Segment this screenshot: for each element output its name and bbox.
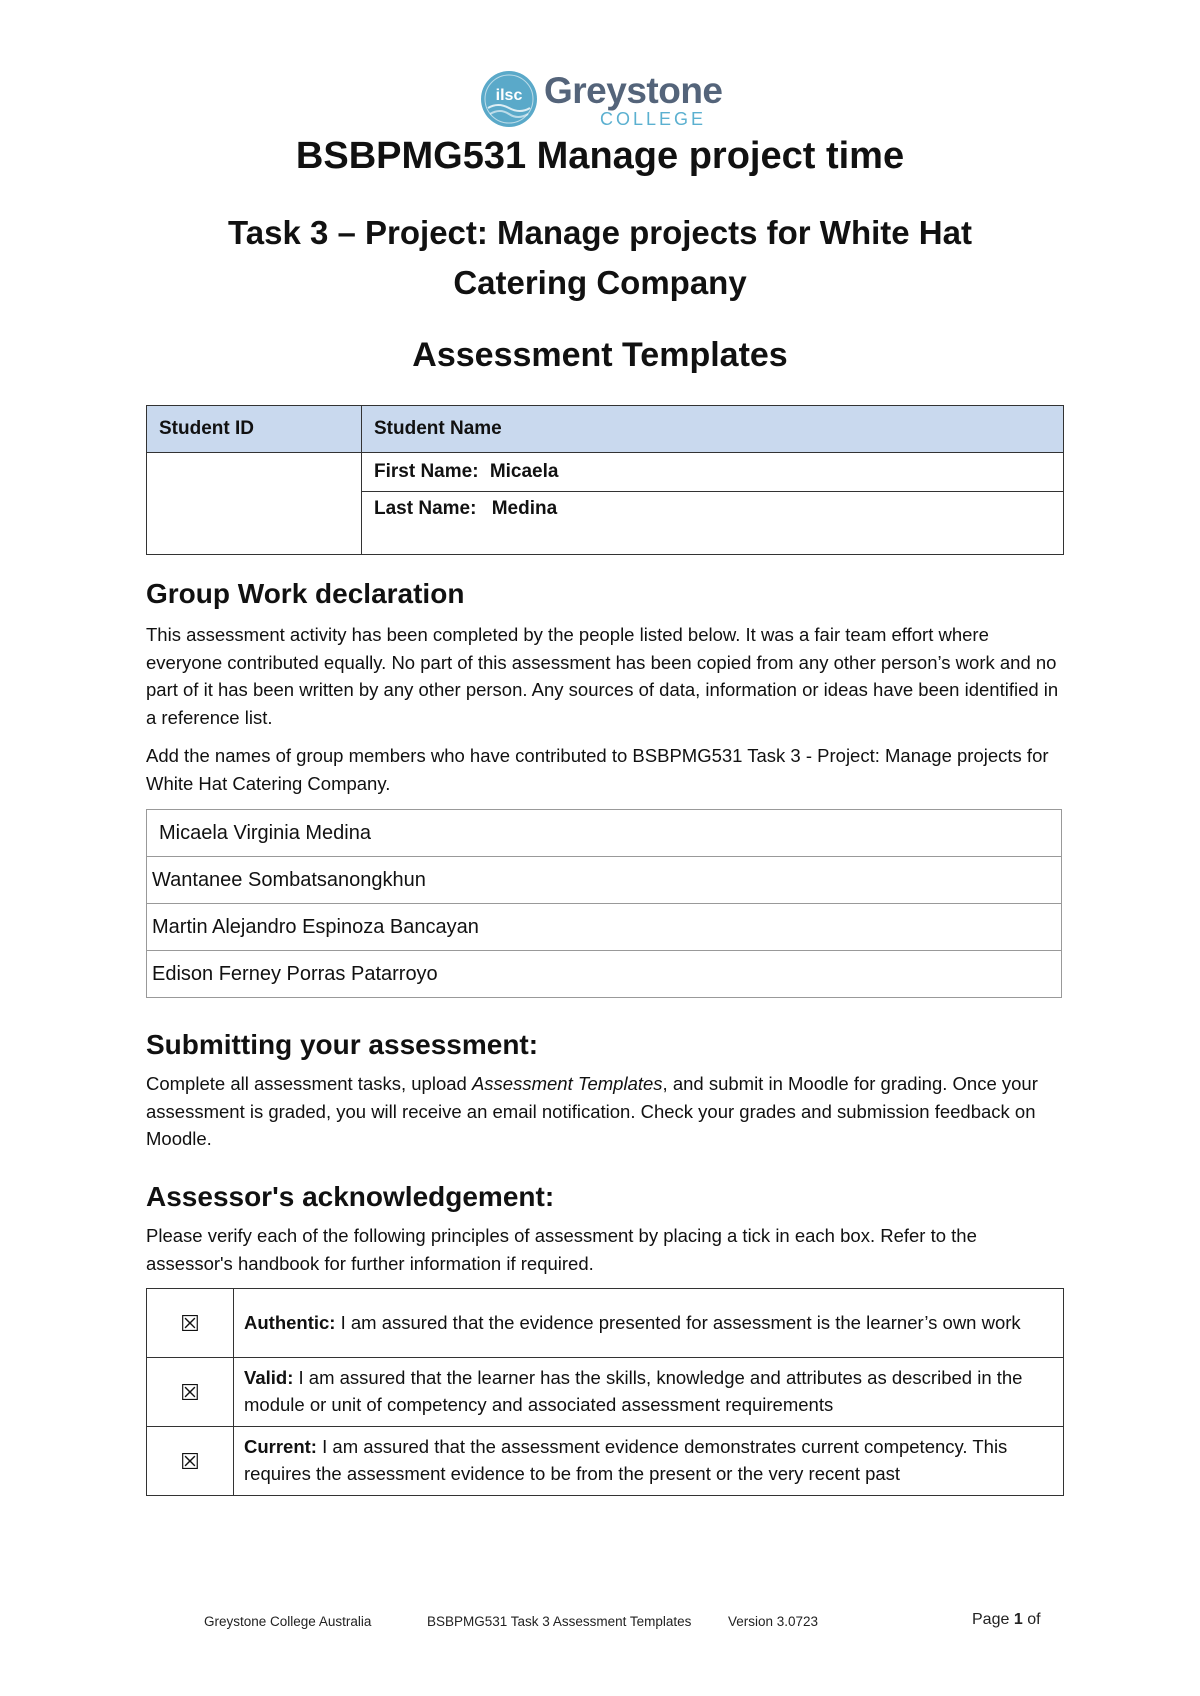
last-name-label: Last Name:: [374, 498, 477, 519]
greystone-logo: [480, 68, 740, 132]
submitting-heading: Submitting your assessment:: [146, 1029, 539, 1060]
principle-row-valid: [147, 1358, 1064, 1427]
ilsc-seal-icon: [480, 70, 538, 128]
first-name-cell[interactable]: [362, 453, 1064, 492]
principle-text: [234, 1289, 1064, 1358]
student-id-header: Student ID: [147, 406, 362, 453]
assessment-principles-table: [146, 1288, 1064, 1496]
principle-description: I am assured that the evidence presented for assessment is the learner’s own work: [335, 1311, 1021, 1333]
group-member-row[interactable]: Wantanee Sombatsanongkhun: [147, 857, 1062, 904]
assessor-heading: Assessor's acknowledgement:: [146, 1181, 555, 1212]
principle-text: [234, 1427, 1064, 1496]
page-label: Page: [972, 1611, 1010, 1628]
group-member-row[interactable]: Martin Alejandro Espinoza Bancayan: [147, 904, 1062, 951]
footer-page-number: [972, 1611, 1041, 1629]
principle-label: Valid:: [244, 1367, 294, 1388]
task-title: [0, 208, 1200, 308]
submitting-text: [146, 1070, 1066, 1153]
group-member-row[interactable]: Edison Ferney Porras Patarroyo: [147, 951, 1062, 998]
submitting-text-start: Complete all assessment tasks, upload: [146, 1073, 472, 1094]
principle-label: Authentic:: [244, 1311, 336, 1333]
authentic-checkbox[interactable]: ☒: [147, 1289, 234, 1358]
task-title-line2: Catering Company: [453, 264, 747, 301]
page-of: of: [1027, 1611, 1041, 1628]
valid-checkbox[interactable]: ☒: [147, 1358, 234, 1427]
footer-document: BSBPMG531 Task 3 Assessment Templates: [427, 1614, 692, 1629]
group-member-row[interactable]: Micaela Virginia Medina: [147, 810, 1062, 857]
templates-title: Assessment Templates: [412, 336, 788, 374]
last-name-cell[interactable]: [362, 492, 1064, 555]
group-work-heading: Group Work declaration: [146, 578, 465, 609]
footer-college: Greystone College Australia: [204, 1614, 372, 1629]
first-name-label: First Name:: [374, 461, 479, 482]
submitting-text-end: , and submit in Moodle for grading. Once your assessment is graded, you will receive an email notification. Check your grades and submission feedback on Moodle.: [146, 1073, 1038, 1149]
group-members-table: [146, 809, 1062, 998]
unit-title: BSBPMG531 Manage project time: [295, 135, 905, 177]
principle-description: I am assured that the learner has the skills, knowledge and attributes as described in the module or unit of competency and associated assessment requirements: [244, 1367, 1023, 1415]
principle-description: I am assured that the assessment evidence demonstrates current competency. This requires the assessment evidence to be from the present or the very recent past: [244, 1436, 1008, 1484]
assessor-intro: Please verify each of the following principles of assessment by placing a tick in each box. Refer to the assessor's handbook for further information if required.: [146, 1225, 977, 1274]
brand-name: Greystone: [544, 70, 723, 111]
student-details-table: [146, 405, 1064, 555]
templates-emphasis: Assessment Templates: [471, 1073, 663, 1094]
last-name-value: Medina: [491, 498, 558, 519]
first-name-value: Micaela: [489, 461, 559, 482]
principle-label: Current:: [244, 1436, 317, 1457]
task-title-line1: Task 3 – Project: Manage projects for White Hat: [228, 214, 972, 251]
principle-row-current: [147, 1427, 1064, 1496]
footer-version: Version 3.0723: [728, 1614, 819, 1629]
current-checkbox[interactable]: ☒: [147, 1427, 234, 1496]
page-number: 1: [1013, 1611, 1023, 1628]
group-members-instruction: Add the names of group members who have contributed to BSBPMG531 Task 3 - Project: Manage projects for White Hat Catering Company.: [146, 745, 1049, 794]
student-name-header: Student Name: [362, 406, 1064, 453]
seal-text: ilsc: [495, 87, 523, 104]
brand-subtitle: COLLEGE: [600, 109, 707, 129]
principle-text: [234, 1358, 1064, 1427]
student-id-cell[interactable]: [147, 453, 362, 555]
group-work-declaration-text: This assessment activity has been completed by the people listed below. It was a fair team effort where everyone contributed equally. No part of this assessment has been copied from any other person’s work and no part of it has been written by any other person. Any sources of data, information or ideas have been identified in a reference list.: [146, 624, 1059, 728]
principle-row-authentic: [147, 1289, 1064, 1358]
